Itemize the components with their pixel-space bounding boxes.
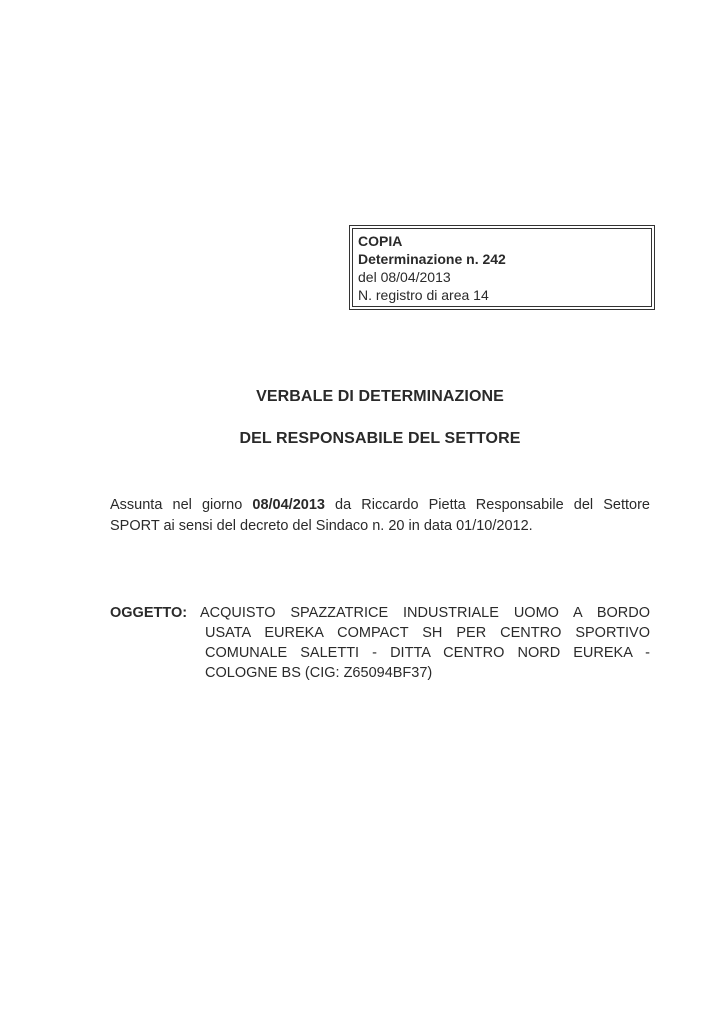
document-header-box (349, 225, 655, 310)
document-header-box-inner (352, 228, 652, 307)
registro-number: N. registro di area 14 (358, 287, 489, 303)
assunta-line1 (110, 495, 650, 516)
oggetto-label: OGGETTO: (110, 605, 188, 621)
oggetto-text (200, 603, 650, 683)
document-title-line1: VERBALE DI DETERMINAZIONE (256, 388, 504, 405)
assunta-line2: SPORT ai sensi del decreto del Sindaco n. 20 in data 01/10/2012. (110, 518, 533, 534)
assunta-prefix: Assunta nel giorno (110, 497, 253, 513)
oggetto-line: COMUNALE SALETTI - DITTA CENTRO NORD EUREKA - (205, 645, 650, 661)
determinazione-number: Determinazione n. 242 (358, 251, 506, 267)
assunta-paragraph (110, 495, 650, 537)
document-title-line2: DEL RESPONSABILE DEL SETTORE (239, 430, 521, 447)
oggetto-line: COLOGNE BS (CIG: Z65094BF37) (205, 665, 433, 681)
assunta-line1-rest: da Riccardo Pietta Responsabile del Settore (324, 497, 650, 513)
oggetto-line: ACQUISTO SPAZZATRICE INDUSTRIALE UOMO A BORDO (200, 605, 650, 621)
assunta-date: 08/04/2013 (252, 497, 325, 513)
oggetto-line: USATA EUREKA COMPACT SH PER CENTRO SPORTIVO (205, 625, 650, 641)
copia-label: COPIA (358, 233, 403, 249)
determinazione-date: del 08/04/2013 (358, 269, 451, 285)
